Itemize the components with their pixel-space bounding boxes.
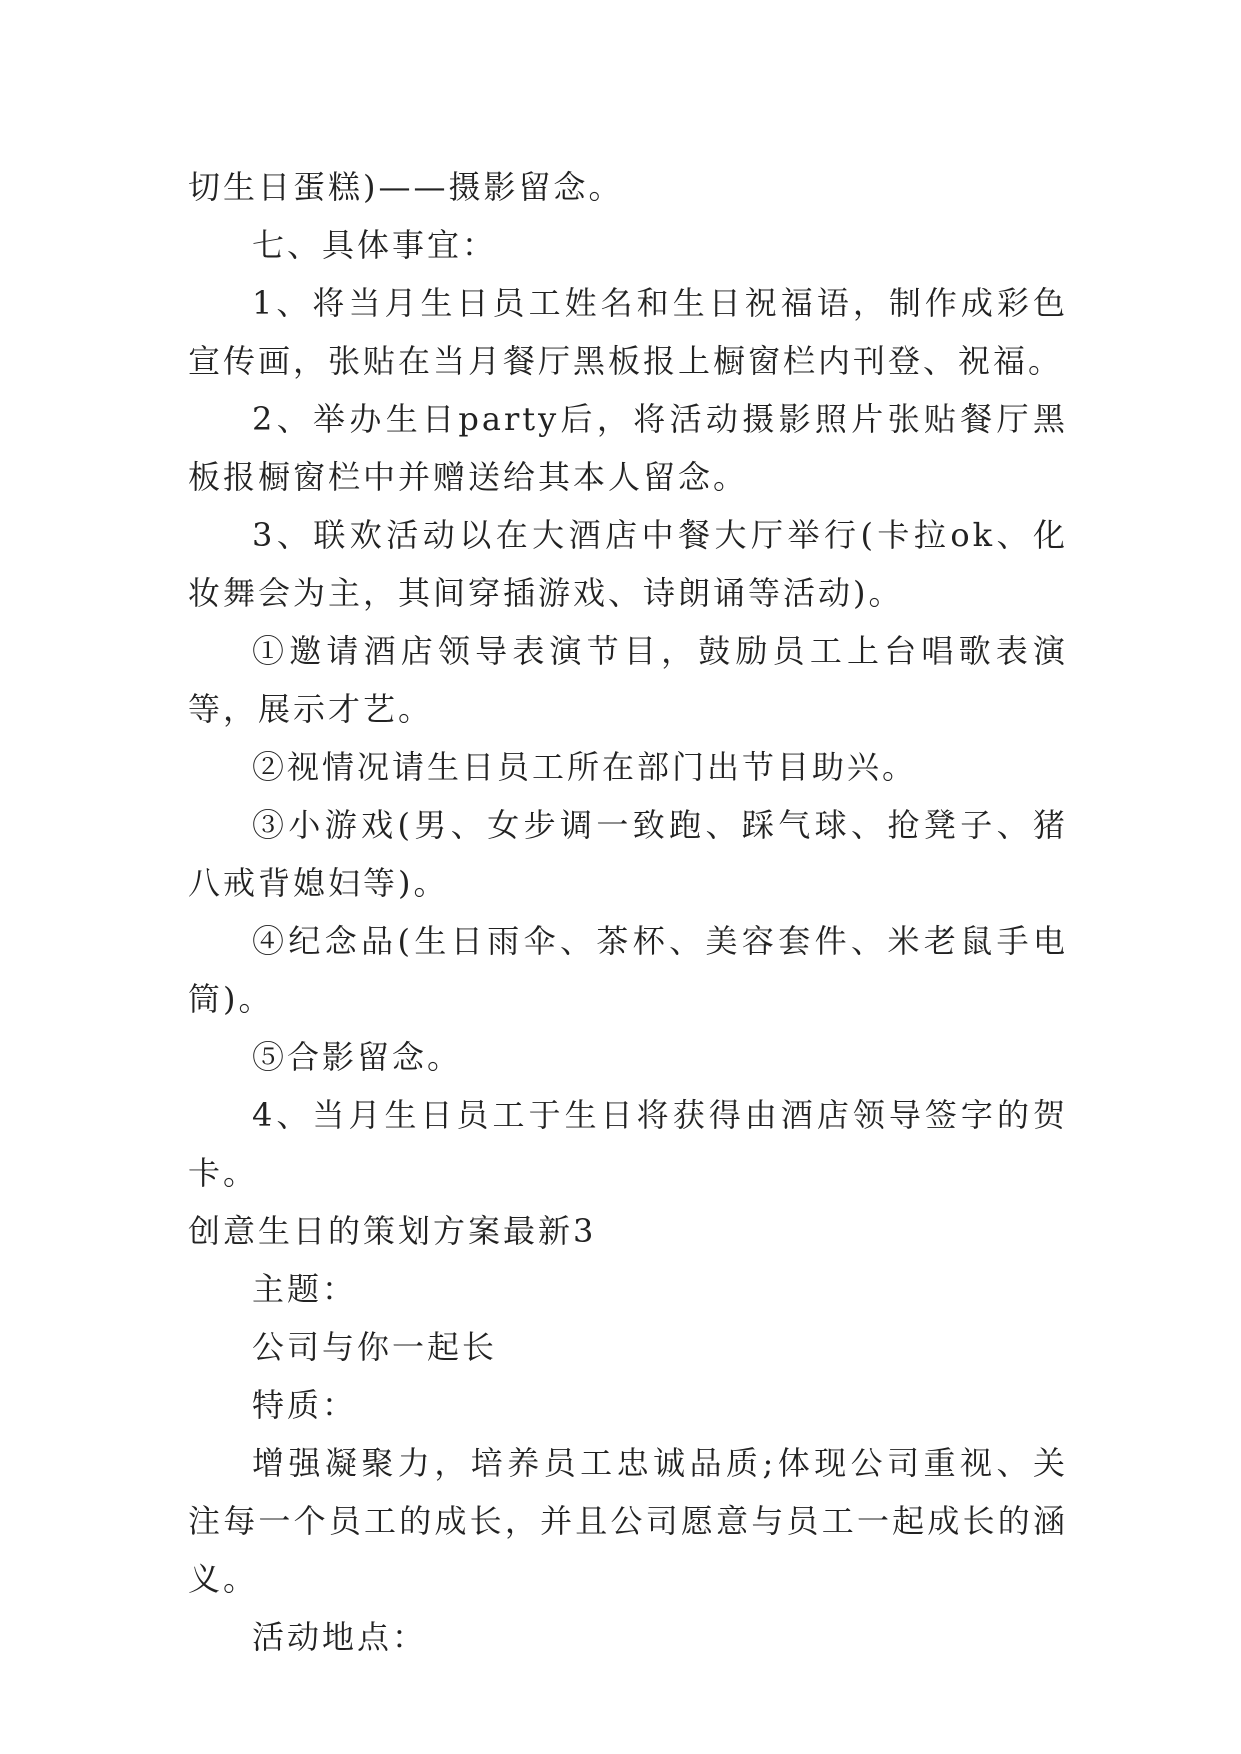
value-theme: 公司与你一起长 <box>252 1328 498 1366</box>
paragraph-sub-item-4: ④纪念品(生日雨伞、茶杯、美容套件、米老鼠手电筒)。 <box>188 922 1068 1018</box>
value-traits: 增强凝聚力，培养员工忠诚品质;体现公司重视、关注每一个员工的成长，并且公司愿意与员工一起成长的涵义。 <box>188 1444 1068 1598</box>
paragraph-sub-item-3: ③小游戏(男、女步调一致跑、踩气球、抢凳子、猪八戒背媳妇等)。 <box>188 806 1068 902</box>
paragraph-item-4: 4、当月生日员工于生日将获得由酒店领导签字的贺卡。 <box>188 1096 1068 1192</box>
paragraph-sub-item-5: ⑤合影留念。 <box>252 1038 463 1076</box>
paragraph-item-1: 1、将当月生日员工姓名和生日祝福语，制作成彩色宣传画，张贴在当月餐厅黑板报上橱窗栏内刊登、祝福。 <box>188 284 1068 380</box>
paragraph-item-2: 2、举办生日party后，将活动摄影照片张贴餐厅黑板报橱窗栏中并赠送给其本人留念。 <box>188 400 1068 496</box>
paragraph-cake-photo: 切生日蛋糕)——摄影留念。 <box>188 168 624 206</box>
label-venue: 活动地点： <box>252 1618 428 1656</box>
label-traits: 特质： <box>252 1386 358 1424</box>
document-body <box>188 158 1068 1666</box>
label-theme: 主题： <box>252 1270 358 1308</box>
section-title: 创意生日的策划方案最新3 <box>188 1212 597 1250</box>
paragraph-sub-item-1: ①邀请酒店领导表演节目，鼓励员工上台唱歌表演等，展示才艺。 <box>188 632 1068 728</box>
paragraph-sub-item-2: ②视情况请生日员工所在部门出节目助兴。 <box>252 748 918 786</box>
heading-specific-matters: 七、具体事宜： <box>252 226 498 264</box>
paragraph-item-3: 3、联欢活动以在大酒店中餐大厅举行(卡拉ok、化妆舞会为主，其间穿插游戏、诗朗诵等活动)。 <box>188 516 1068 612</box>
